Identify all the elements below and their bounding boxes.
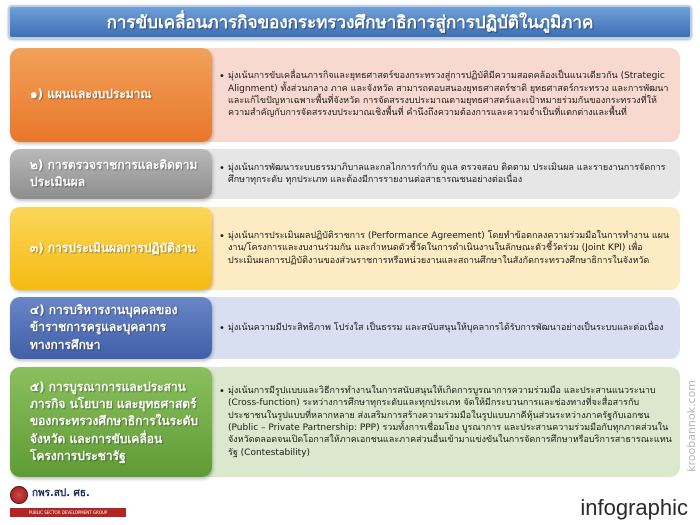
row-description: • มุ่งเน้นการประเมินผลปฏิบัติราชการ (Performance Agreement) โดยทำข้อตกลงความร่วมมือในการทำงาน แผนงาน/โครงการและงบงานร่วมกัน และกำหนดตัวชี้วัดในการดำเนินงานในลักษณะตัวชี้วัดร่วม (Joint KPI) เพื่อประเมินผลการปฏิบัติงานของส่วนราชการหรือหน่วยงานและสถานศึกษาในสังกัดกระทรวงศึกษาธิการในจังหวัด <box>228 230 672 267</box>
row-description: • มุ่งเน้นการขับเคลื่อนภารกิจและยุทธศาสตร์ของกระทรวงสู่การปฏิบัติมีความสอดคล้องเป็นแนวเดียวกัน (Strategic Alignment) ทั้งส่วนกลาง ภาค และจังหวัด สามารถตอบสนองยุทธศาสตร์ชาติ ยุทธศาสตร์กระทรวง และการพัฒนาและแก้ไขปัญหาเฉพาะพื้นที่จังหวัด การจัดสรรงบประมาณตามยุทธศาสตร์และเป้าหมายร่วมกันของกระทรวงที่ให้ความสำคัญกับการจัดสรรงบประมาณเชิงพื้นที่ คำนึงถึงความต้องการและความจำเป็นที่แตกต่างและพื้นที่ <box>228 70 672 120</box>
row-personnel <box>10 297 680 359</box>
title-banner <box>8 5 692 39</box>
organization-logo <box>8 484 128 522</box>
row-performance <box>10 207 680 290</box>
infographic-label: infographic <box>580 495 688 520</box>
row-label: ๓) การประเมินผลการปฏิบัติงาน <box>30 240 196 255</box>
emblem-icon <box>10 486 28 504</box>
row-label: ๕) การบูรณาการและประสานภารกิจ นโยบาย และยุทธศาสตร์ของกระทรวงศึกษาธิการในระดับจังหวัด และการขับเคลื่อนโครงการประชารัฐ <box>30 379 199 464</box>
row-label: ๒) การตรวจราชการและติดตามประเมินผล <box>30 157 198 189</box>
row-description-box <box>206 297 680 359</box>
row-description: • มุ่งเน้นความมีประสิทธิภาพ โปร่งใส เป็นธรรม และสนับสนุนให้บุคลากรได้รับการพัฒนาอย่างเป็นระบบและต่อเนื่อง <box>228 322 664 334</box>
row-description-box <box>206 207 680 290</box>
row-description-box <box>206 367 680 477</box>
row-label-box <box>10 207 212 290</box>
row-label: ๑) แผนและงบประมาณ <box>30 87 152 102</box>
row-label: ๔) การบริหารงานบุคคลของข้าราชการครูและบุคลากรทางการศึกษา <box>30 302 178 352</box>
row-description-box <box>206 149 680 199</box>
row-plan-budget <box>10 48 680 142</box>
row-description-box <box>206 48 680 142</box>
row-inspection <box>10 149 680 199</box>
row-description: • มุ่งเน้นการพัฒนาระบบธรรมาภิบาลและกลไกการกำกับ ดูแล ตรวจสอบ ติดตาม ประเมินผล และรายงานการจัดการศึกษาทุกระดับ ทุกประเภท และต้องมีการรายงานต่อสาธารณชนอย่างต่อเนื่อง <box>228 162 672 187</box>
row-integration <box>10 367 680 477</box>
row-label-box <box>10 297 212 359</box>
row-label-box <box>10 149 212 199</box>
row-label-box <box>10 48 212 142</box>
row-description: • มุ่งเน้นการมีรูปแบบและวิธีการทำงานในการสนับสนุนให้เกิดการบูรณาการความร่วมมือ และประสานแนวระนาบ (Cross-function) ระหว่างการศึกษาทุกระดับและทุกประเภท จัดให้มีกระบวนการและช่องทางที่จะสื่อสารกับประชาชนในรูปแบบที่หลากหลาย ส่งเสริมการสร้างความร่วมมือในรูปแบบภาคีหุ้นส่วนระหว่างภาครัฐกับเอกชน (Public – Private Partnership: PPP) รวมทั้งการเชื่อมโยง บูรณาการ และประสานความร่วมมือกับทุกภาคส่วนในจังหวัดตลอดจนเปิดโอกาสให้ภาคเอกชนและภาคส่วนอื่นเข้ามาแข่งขันในการจัดการศึกษาหรือบริการสาธารณะแทนรัฐ (Contestability) <box>228 385 672 459</box>
logo-text: กพร.สป. ศธ. <box>32 488 90 499</box>
row-label-box <box>10 367 212 477</box>
logo-band-text: PUBLIC SECTOR DEVELOPMENT GROUP <box>10 508 126 517</box>
watermark: kroobannok.com <box>685 380 698 472</box>
page-title: การขับเคลื่อนภารกิจของกระทรวงศึกษาธิการสู่การปฏิบัติในภูมิภาค <box>106 12 594 33</box>
